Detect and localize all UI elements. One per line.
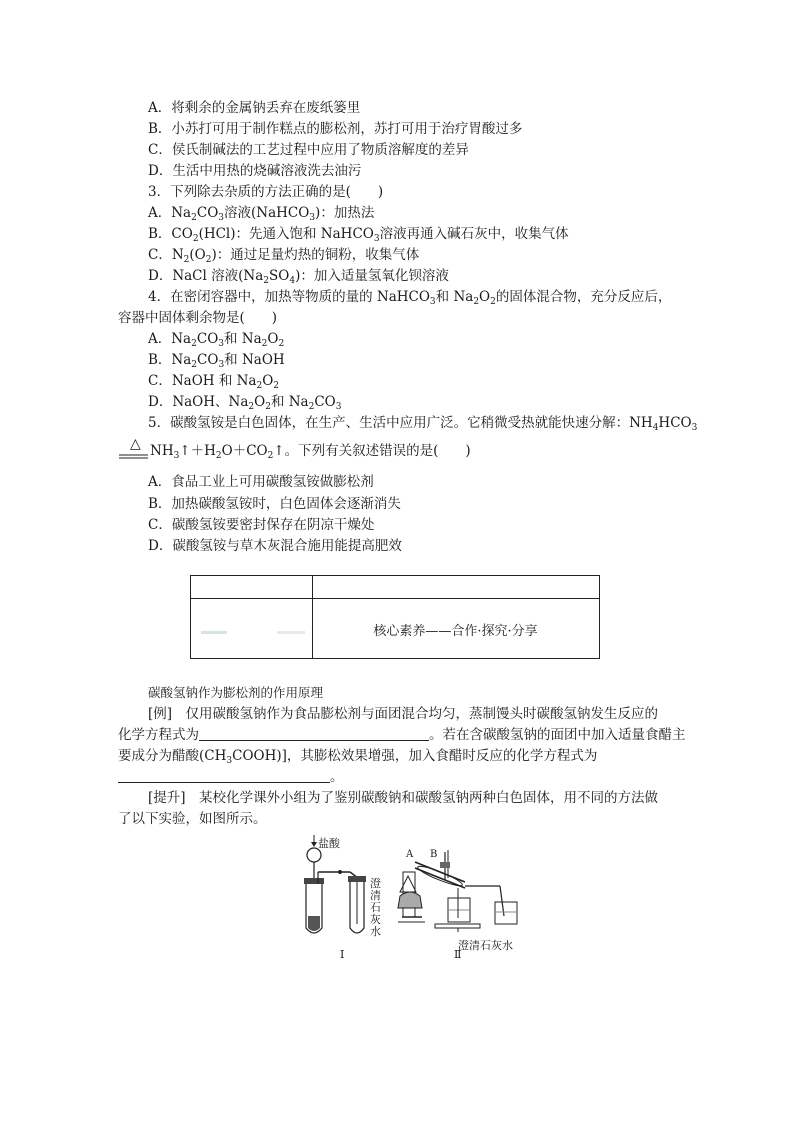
limewater-label-1: 澄清石灰水 xyxy=(370,877,381,938)
q3-option-c: C．$N_2(O_2)$：通过足量灼热的铜粉，收集气体 xyxy=(148,247,420,265)
limewater-label-2: 澄清石灰水 xyxy=(458,939,513,952)
decorative-bar xyxy=(201,631,227,634)
experiment-figure xyxy=(290,832,530,962)
q5-stem-line2: $NH_3↑+H_2O+CO_2↑$。下列有关叙述错误的是( ) xyxy=(150,443,471,461)
q2-option-d: D．生活中用热的烧碱溶液洗去油污 xyxy=(148,163,362,179)
example-line4: 。 xyxy=(118,767,344,787)
q4-option-b: B．$Na_2CO_3$和 NaOH xyxy=(148,352,285,370)
q5-option-c: C．碳酸氢铵要密封保存在阴凉干燥处 xyxy=(148,517,375,533)
q3-option-b: B．$CO_2(HCl)$：先通入饱和 NaHCO$_3$溶液再通入碱石灰中，收集气体 xyxy=(148,226,569,244)
answer-blank[interactable] xyxy=(118,768,330,783)
section-box-divider xyxy=(191,598,599,599)
q5-option-b: B．加热碳酸氢铵时，白色固体会逐渐消失 xyxy=(148,496,401,512)
q4-option-a: A．$Na_2CO_3$和 $Na_2O_2$ xyxy=(148,331,285,349)
equals-arrow xyxy=(118,438,148,462)
q4-option-c: C．NaOH 和 $Na_2O_2$ xyxy=(148,373,280,391)
heat-arrow xyxy=(118,438,148,462)
q5-option-d: D．碳酸氢铵与草木灰混合施用能提高肥效 xyxy=(148,538,402,554)
topic-heading: 碳酸氢钠作为膨松剂的作用原理 xyxy=(148,685,324,700)
q3-option-a: A．$Na_2CO_3$溶液(NaHCO$_3$)：加热法 xyxy=(148,205,375,223)
figure-label-1: Ⅰ xyxy=(340,948,345,961)
q4-stem-line2: 容器中固体剩余物是( ) xyxy=(118,310,278,326)
figure-label-2: Ⅱ xyxy=(454,948,462,961)
q5-option-a: A．食品工业上可用碳酸氢铵做膨松剂 xyxy=(148,474,374,490)
answer-blank[interactable] xyxy=(199,726,429,741)
section-box-column-divider xyxy=(312,576,313,658)
heat-symbol: △ xyxy=(130,436,141,452)
example-line2: 化学方程式为 。若在含碳酸氢钠的面团中加入适量食醋主 xyxy=(118,727,686,743)
q2-option-a: A．将剩余的金属钠丢弃在废纸篓里 xyxy=(148,100,361,116)
label-a: A xyxy=(406,849,414,860)
example-line3: 要成分为醋酸$(CH_3COOH)$]，其膨松效果增强，加入食醋时反应的化学方程式为 xyxy=(118,748,598,766)
example-line1: [例] 仅用碳酸氢钠作为食品膨松剂与面团混合均匀，蒸制馒头时碳酸氢钠发生反应的 xyxy=(148,706,659,722)
section-box xyxy=(190,575,600,659)
label-b: B xyxy=(430,849,438,860)
q3-stem: 3．下列除去杂质的方法正确的是( ) xyxy=(148,184,384,200)
decorative-bar xyxy=(277,631,305,634)
q4-stem-line1: 4．在密闭容器中，加热等物质的量的 NaHCO$_3$和 $Na_2O_2$的固体混合物，充分反应后， xyxy=(148,289,672,307)
q2-option-c: C．侯氏制碱法的工艺过程中应用了物质溶解度的差异 xyxy=(148,142,469,158)
improve-line1: [提升] 某校化学课外小组为了鉴别碳酸钠和碳酸氢钠两种白色固体，用不同的方法做 xyxy=(148,790,659,806)
improve-line2: 了以下实验，如图所示。 xyxy=(118,811,267,827)
q4-option-d: D．NaOH、$Na_2O_2$和 $Na_2CO_3$ xyxy=(148,394,342,412)
q2-option-b: B．小苏打可用于制作糕点的膨松剂，苏打可用于治疗胃酸过多 xyxy=(148,121,523,137)
hcl-label: 盐酸 xyxy=(318,837,340,850)
q5-stem-line1: 5．碳酸氢铵是白色固体，在生产、生活中应用广泛。它稍微受热就能快速分解：$NH_4HCO_3$ xyxy=(148,415,698,433)
section-title: 核心素养——合作·探究·分享 xyxy=(373,624,538,639)
q3-option-d: D．NaCl 溶液$(Na_2SO_4)$：加入适量氢氧化钡溶液 xyxy=(148,268,449,286)
